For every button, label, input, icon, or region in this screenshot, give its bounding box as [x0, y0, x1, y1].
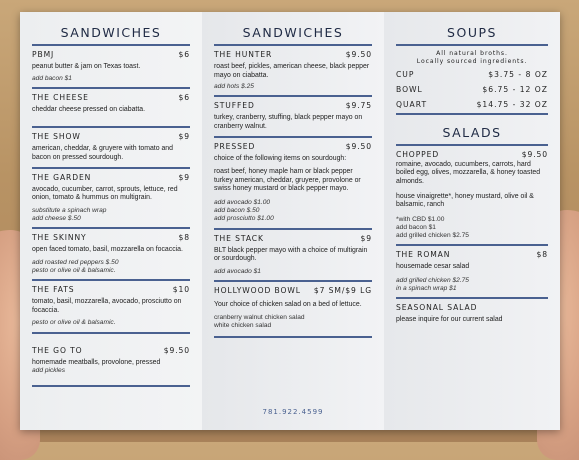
item-price: $6 [178, 92, 190, 102]
divider [32, 44, 190, 46]
item-description: turkey, cranberry, stuffing, black pepper mayo on cranberry walnut. [214, 114, 363, 130]
item-addon: add cheese $.50 [32, 214, 81, 222]
item-name: THE ROMAN [396, 250, 451, 260]
soups-tagline: All natural broths. [436, 50, 508, 57]
section-title: SANDWICHES [60, 25, 162, 40]
item-price: $9 [178, 172, 190, 182]
item-addon: add bacon $1 [396, 223, 436, 231]
item-addon: add grilled chicken $2.75 [396, 232, 469, 240]
item-addon: add grilled chicken $2.75 [396, 276, 469, 284]
item-name: STUFFED [214, 101, 255, 111]
divider [32, 385, 190, 387]
divider [396, 44, 548, 46]
soups-tagline: Locally sourced ingredients. [416, 58, 528, 66]
item-name: HOLLYWOOD BOWL [214, 285, 301, 295]
item-addon: add pickles [32, 367, 65, 375]
menu-item-the-fats [32, 285, 190, 327]
soup-size-quart [396, 100, 548, 109]
item-addon: add hots $.25 [214, 83, 254, 91]
item-price: $8 [536, 250, 548, 260]
phone-number: 781.922.4599 [262, 408, 324, 416]
item-name: THE CHEESE [32, 92, 89, 102]
menu-item-the-garden [32, 173, 190, 224]
item-addon: in a spinach wrap $1 [396, 285, 457, 293]
item-addon: add avocado $1 [214, 267, 261, 275]
item-addon: add bacon $1 [32, 74, 72, 82]
item-name: THE STACK [214, 233, 264, 243]
item-addon: pesto or olive oil & balsamic. [32, 266, 116, 274]
item-addon: add roasted red peppers $.50 [32, 258, 119, 266]
divider [214, 228, 372, 230]
item-name: PBMJ [32, 50, 55, 59]
item-description: tomato, basil, mozzarella, avocado, prosciutto on focaccia. [32, 298, 182, 314]
divider [32, 87, 190, 89]
item-name: THE GO TO [32, 345, 83, 355]
menu-item-pbmj [32, 50, 190, 83]
divider [214, 44, 372, 46]
divider [214, 280, 372, 282]
item-name: THE HUNTER [214, 50, 273, 59]
menu-item-seasonal-salad [396, 303, 548, 325]
menu-item-the-show [32, 132, 190, 162]
item-name: PRESSED [214, 141, 256, 151]
item-price: $9.50 [163, 345, 190, 355]
divider [396, 297, 548, 299]
item-description: peanut butter & jam on Texas toast. [32, 63, 141, 70]
column-sandwiches-1 [20, 12, 202, 430]
item-dressing: house vinaigrette*, honey mustard, olive oil & balsamic, ranch [396, 192, 534, 209]
divider [32, 167, 190, 169]
divider [396, 244, 548, 246]
item-price: $9.50 [521, 149, 548, 159]
item-description: avocado, cucumber, carrot, sprouts, lettuce, red onion, tomato & hummus on multigrain. [32, 185, 178, 202]
item-options: roast beef, honey maple ham or black pepper turkey american, cheddar, gruyere, provolone or swiss honey mustard or black pepper mayo. [214, 168, 361, 193]
item-description: BLT black pepper mayo with a choice of multigrain or sourdough. [214, 246, 368, 263]
item-price: $9.50 [345, 141, 372, 151]
menu-item-stuffed [214, 101, 372, 131]
divider [32, 227, 190, 229]
item-price: $9.75 [345, 101, 372, 111]
item-name: CHOPPED [396, 149, 440, 159]
size-price: $6.75 - 12 OZ [482, 84, 548, 94]
item-description: please inquire for our current salad [396, 316, 503, 324]
item-price: $9.50 [345, 50, 372, 59]
column-soups-salads [384, 12, 560, 430]
item-description: american, cheddar, & gruyere with tomato and bacon on pressed sourdough. [32, 145, 173, 161]
menu-item-the-go-to [32, 346, 190, 376]
item-name: THE FATS [32, 285, 75, 295]
item-name: THE SKINNY [32, 233, 87, 243]
item-name: THE SHOW [32, 132, 81, 142]
item-description: romaine, avocado, cucumbers, carrots, hard boiled egg, olives, mozzarella, & honey toasted almonds. [396, 160, 541, 185]
divider [32, 332, 190, 334]
item-price: $9 [360, 233, 372, 243]
item-option: cranberry walnut chicken salad [214, 313, 305, 321]
column-sandwiches-2 [202, 12, 384, 430]
size-price: $14.75 - 32 OZ [476, 99, 548, 109]
item-description: roast beef, pickles, american cheese, black pepper mayo on ciabatta. [214, 63, 370, 79]
item-description: choice of the following items on sourdough: [214, 154, 347, 162]
item-price: $7 SM/$9 LG [313, 285, 372, 295]
item-addon: add prosciutto $1.00 [214, 215, 274, 223]
item-price: $6 [178, 50, 190, 59]
size-name: QUART [396, 99, 428, 109]
item-description: Your choice of chicken salad on a bed of lettuce. [214, 300, 362, 308]
menu-item-chopped [396, 150, 548, 241]
item-price: $10 [172, 285, 190, 295]
soup-size-bowl [396, 85, 548, 94]
item-description: housemade cesar salad [396, 263, 470, 271]
item-name: THE GARDEN [32, 172, 92, 182]
menu-item-pressed [214, 142, 372, 224]
divider [214, 136, 372, 138]
menu-item-the-stack [214, 234, 372, 276]
section-title: SANDWICHES [242, 25, 344, 40]
item-description: cheddar cheese pressed on ciabatta. [32, 105, 146, 113]
item-addon: *with CBD $1.00 [396, 215, 445, 223]
size-name: BOWL [396, 84, 423, 94]
menu-item-the-cheese [32, 93, 190, 115]
item-addon: add avocado $1.00 [214, 198, 271, 206]
menu-sheet [20, 12, 560, 430]
item-price: $8 [178, 233, 190, 243]
size-price: $3.75 - 8 OZ [488, 69, 548, 79]
menu-item-hollywood-bowl [214, 286, 372, 330]
item-name: SEASONAL SALAD [396, 303, 478, 313]
divider [32, 126, 190, 128]
item-addon: add bacon $.50 [214, 207, 260, 215]
section-title-soups: SOUPS [447, 25, 497, 40]
item-addon: substitute a spinach wrap [32, 206, 107, 214]
section-title-salads: SALADS [442, 124, 502, 140]
item-price: $9 [178, 132, 190, 142]
item-description: homemade meatballs, provolone, pressed [32, 358, 161, 366]
menu-item-the-hunter [214, 50, 372, 91]
divider [214, 95, 372, 97]
divider [396, 113, 548, 115]
size-name: CUP [396, 69, 415, 79]
item-option: white chicken salad [214, 321, 272, 329]
divider [396, 144, 548, 146]
soup-size-cup [396, 70, 548, 79]
menu-item-the-roman [396, 250, 548, 293]
item-addon: pesto or olive oil & balsamic. [32, 319, 116, 327]
divider [32, 279, 190, 281]
divider [214, 336, 372, 338]
menu-item-the-skinny [32, 233, 190, 275]
item-description: open faced tomato, basil, mozzarella on focaccia. [32, 246, 183, 254]
